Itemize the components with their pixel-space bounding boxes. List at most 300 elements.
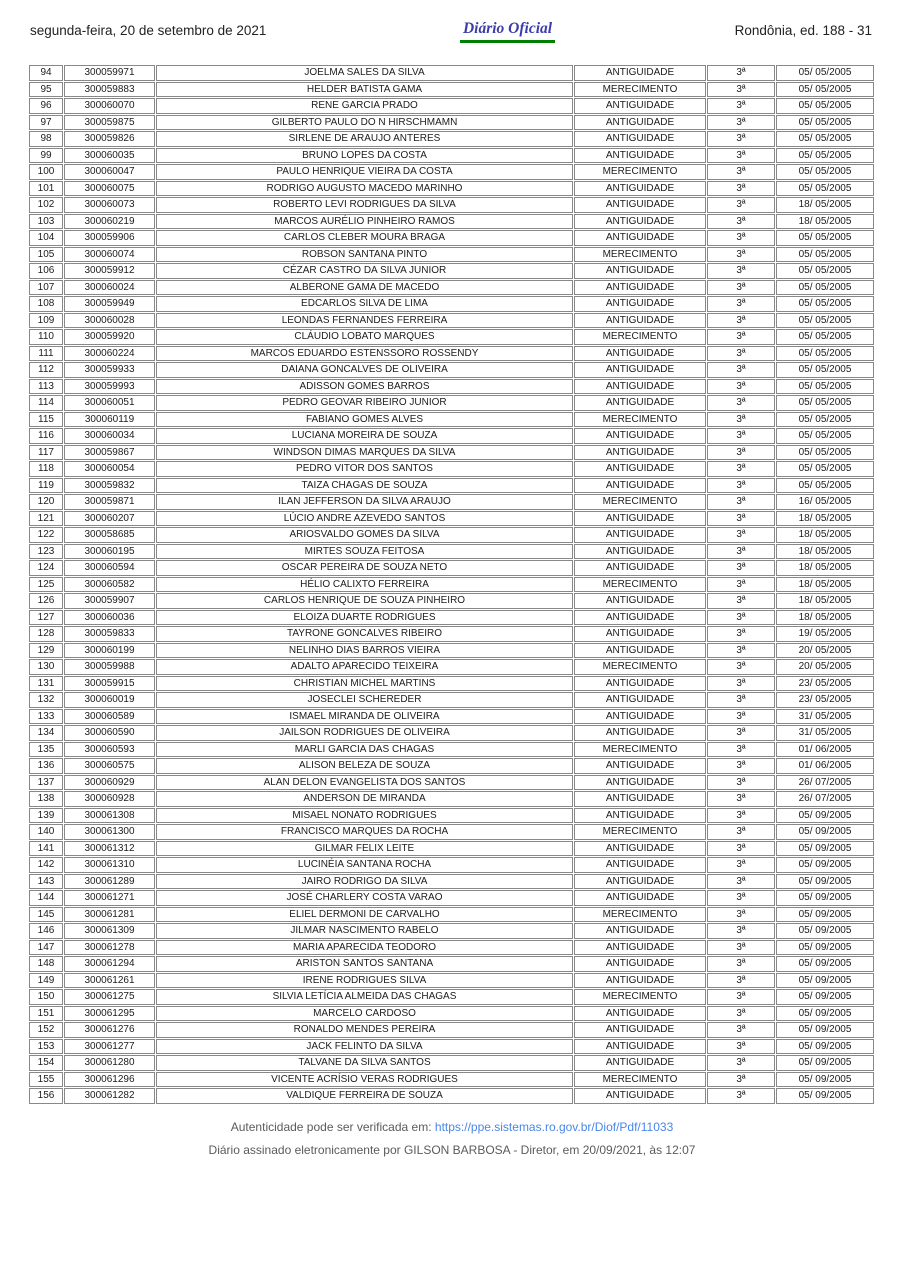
authenticity-line (0, 1120, 904, 1134)
position-cell: 111 (29, 346, 63, 362)
position-cell: 143 (29, 874, 63, 890)
matricula-cell: 300061310 (64, 857, 155, 873)
table-row (29, 907, 874, 923)
date-cell: 05/ 09/2005 (776, 1039, 874, 1055)
matricula-cell: 300059826 (64, 131, 155, 147)
matricula-cell: 300061308 (64, 808, 155, 824)
table-row (29, 758, 874, 774)
criterion-cell: MERECIMENTO (574, 329, 706, 345)
position-cell: 98 (29, 131, 63, 147)
date-cell: 05/ 05/2005 (776, 313, 874, 329)
position-cell: 133 (29, 709, 63, 725)
matricula-cell: 300060051 (64, 395, 155, 411)
name-cell: CARLOS CLEBER MOURA BRAGA (156, 230, 573, 246)
authenticity-link[interactable]: https://ppe.sistemas.ro.gov.br/Diof/Pdf/11033 (434, 1119, 674, 1134)
table-row (29, 65, 874, 81)
name-cell: LEONDAS FERNANDES FERREIRA (156, 313, 573, 329)
class-cell: 3ª (707, 907, 775, 923)
criterion-cell: ANTIGUIDADE (574, 131, 706, 147)
table-row (29, 511, 874, 527)
matricula-cell: 300060047 (64, 164, 155, 180)
class-cell: 3ª (707, 428, 775, 444)
table-row (29, 214, 874, 230)
date-cell: 01/ 06/2005 (776, 742, 874, 758)
name-cell: CÉZAR CASTRO DA SILVA JUNIOR (156, 263, 573, 279)
matricula-cell: 300059867 (64, 445, 155, 461)
table-row (29, 775, 874, 791)
class-cell: 3ª (707, 890, 775, 906)
position-cell: 107 (29, 280, 63, 296)
date-cell: 05/ 09/2005 (776, 907, 874, 923)
table-row (29, 940, 874, 956)
matricula-cell: 300059875 (64, 115, 155, 131)
class-cell: 3ª (707, 940, 775, 956)
matricula-cell: 300059915 (64, 676, 155, 692)
date-cell: 05/ 05/2005 (776, 247, 874, 263)
position-cell: 127 (29, 610, 63, 626)
matricula-cell: 300059833 (64, 626, 155, 642)
date-cell: 05/ 09/2005 (776, 923, 874, 939)
class-cell: 3ª (707, 742, 775, 758)
class-cell: 3ª (707, 164, 775, 180)
class-cell: 3ª (707, 263, 775, 279)
matricula-cell: 300061295 (64, 1006, 155, 1022)
class-cell: 3ª (707, 659, 775, 675)
matricula-cell: 300060590 (64, 725, 155, 741)
position-cell: 120 (29, 494, 63, 510)
criterion-cell: MERECIMENTO (574, 412, 706, 428)
name-cell: PEDRO VITOR DOS SANTOS (156, 461, 573, 477)
class-cell: 3ª (707, 461, 775, 477)
class-cell: 3ª (707, 511, 775, 527)
criterion-cell: ANTIGUIDADE (574, 280, 706, 296)
name-cell: MARCELO CARDOSO (156, 1006, 573, 1022)
position-cell: 134 (29, 725, 63, 741)
date-cell: 05/ 09/2005 (776, 890, 874, 906)
date-cell: 05/ 09/2005 (776, 874, 874, 890)
date-cell: 23/ 05/2005 (776, 692, 874, 708)
date-cell: 18/ 05/2005 (776, 610, 874, 626)
header-edition: Rondônia, ed. 188 - 31 (734, 23, 872, 38)
class-cell: 3ª (707, 148, 775, 164)
class-cell: 3ª (707, 214, 775, 230)
position-cell: 117 (29, 445, 63, 461)
date-cell: 05/ 05/2005 (776, 115, 874, 131)
date-cell: 05/ 09/2005 (776, 1055, 874, 1071)
position-cell: 139 (29, 808, 63, 824)
name-cell: ALISON BELEZA DE SOUZA (156, 758, 573, 774)
class-cell: 3ª (707, 1006, 775, 1022)
date-cell: 05/ 09/2005 (776, 841, 874, 857)
position-cell: 136 (29, 758, 63, 774)
name-cell: LÚCIO ANDRE AZEVEDO SANTOS (156, 511, 573, 527)
matricula-cell: 300059907 (64, 593, 155, 609)
criterion-cell: ANTIGUIDADE (574, 593, 706, 609)
class-cell: 3ª (707, 692, 775, 708)
date-cell: 05/ 05/2005 (776, 82, 874, 98)
matricula-cell: 300060929 (64, 775, 155, 791)
class-cell: 3ª (707, 593, 775, 609)
class-cell: 3ª (707, 115, 775, 131)
date-cell: 05/ 09/2005 (776, 989, 874, 1005)
table-row (29, 527, 874, 543)
name-cell: ROBERTO LEVI RODRIGUES DA SILVA (156, 197, 573, 213)
matricula-cell: 300059988 (64, 659, 155, 675)
matricula-cell: 300060928 (64, 791, 155, 807)
class-cell: 3ª (707, 676, 775, 692)
date-cell: 18/ 05/2005 (776, 593, 874, 609)
date-cell: 20/ 05/2005 (776, 659, 874, 675)
position-cell: 108 (29, 296, 63, 312)
position-cell: 96 (29, 98, 63, 114)
promotions-table (28, 64, 875, 1105)
position-cell: 149 (29, 973, 63, 989)
class-cell: 3ª (707, 577, 775, 593)
position-cell: 106 (29, 263, 63, 279)
table-row (29, 346, 874, 362)
criterion-cell: ANTIGUIDADE (574, 758, 706, 774)
class-cell: 3ª (707, 1088, 775, 1104)
position-cell: 101 (29, 181, 63, 197)
position-cell: 103 (29, 214, 63, 230)
name-cell: PEDRO GEOVAR RIBEIRO JUNIOR (156, 395, 573, 411)
position-cell: 115 (29, 412, 63, 428)
date-cell: 18/ 05/2005 (776, 560, 874, 576)
matricula-cell: 300060199 (64, 643, 155, 659)
date-cell: 05/ 05/2005 (776, 181, 874, 197)
class-cell: 3ª (707, 1022, 775, 1038)
table-row (29, 428, 874, 444)
matricula-cell: 300060075 (64, 181, 155, 197)
name-cell: JOSECLEI SCHEREDER (156, 692, 573, 708)
name-cell: ARIOSVALDO GOMES DA SILVA (156, 527, 573, 543)
position-cell: 102 (29, 197, 63, 213)
matricula-cell: 300061278 (64, 940, 155, 956)
criterion-cell: ANTIGUIDADE (574, 791, 706, 807)
table-row (29, 82, 874, 98)
matricula-cell: 300059832 (64, 478, 155, 494)
criterion-cell: ANTIGUIDADE (574, 428, 706, 444)
table-row (29, 1039, 874, 1055)
date-cell: 16/ 05/2005 (776, 494, 874, 510)
journal-title: Diário Oficial (460, 20, 555, 43)
date-cell: 05/ 05/2005 (776, 362, 874, 378)
date-cell: 05/ 05/2005 (776, 478, 874, 494)
criterion-cell: ANTIGUIDADE (574, 1039, 706, 1055)
table-row (29, 263, 874, 279)
table-wrap (0, 58, 904, 1105)
matricula-cell: 300060589 (64, 709, 155, 725)
date-cell: 26/ 07/2005 (776, 775, 874, 791)
date-cell: 05/ 05/2005 (776, 296, 874, 312)
position-cell: 145 (29, 907, 63, 923)
criterion-cell: ANTIGUIDADE (574, 395, 706, 411)
class-cell: 3ª (707, 841, 775, 857)
criterion-cell: MERECIMENTO (574, 164, 706, 180)
class-cell: 3ª (707, 610, 775, 626)
name-cell: MARCOS EDUARDO ESTENSSORO ROSSENDY (156, 346, 573, 362)
class-cell: 3ª (707, 346, 775, 362)
criterion-cell: ANTIGUIDADE (574, 610, 706, 626)
name-cell: CARLOS HENRIQUE DE SOUZA PINHEIRO (156, 593, 573, 609)
date-cell: 31/ 05/2005 (776, 709, 874, 725)
date-cell: 01/ 06/2005 (776, 758, 874, 774)
name-cell: OSCAR PEREIRA DE SOUZA NETO (156, 560, 573, 576)
matricula-cell: 300060070 (64, 98, 155, 114)
class-cell: 3ª (707, 1072, 775, 1088)
class-cell: 3ª (707, 643, 775, 659)
matricula-cell: 300061294 (64, 956, 155, 972)
class-cell: 3ª (707, 247, 775, 263)
table-row (29, 692, 874, 708)
table-row (29, 1022, 874, 1038)
date-cell: 05/ 09/2005 (776, 1022, 874, 1038)
class-cell: 3ª (707, 857, 775, 873)
matricula-cell: 300059949 (64, 296, 155, 312)
table-row (29, 379, 874, 395)
header-date: segunda-feira, 20 de setembro de 2021 (30, 23, 267, 38)
position-cell: 148 (29, 956, 63, 972)
name-cell: JILMAR NASCIMENTO RABELO (156, 923, 573, 939)
name-cell: CLÁUDIO LOBATO MARQUES (156, 329, 573, 345)
date-cell: 05/ 05/2005 (776, 379, 874, 395)
table-row (29, 1088, 874, 1104)
matricula-cell: 300060036 (64, 610, 155, 626)
name-cell: FABIANO GOMES ALVES (156, 412, 573, 428)
position-cell: 132 (29, 692, 63, 708)
date-cell: 05/ 05/2005 (776, 230, 874, 246)
date-cell: 23/ 05/2005 (776, 676, 874, 692)
name-cell: TAIZA CHAGAS DE SOUZA (156, 478, 573, 494)
date-cell: 05/ 05/2005 (776, 263, 874, 279)
position-cell: 151 (29, 1006, 63, 1022)
matricula-cell: 300060034 (64, 428, 155, 444)
position-cell: 118 (29, 461, 63, 477)
name-cell: BRUNO LOPES DA COSTA (156, 148, 573, 164)
name-cell: LUCINÉIA SANTANA ROCHA (156, 857, 573, 873)
date-cell: 05/ 05/2005 (776, 131, 874, 147)
name-cell: ELIEL DERMONI DE CARVALHO (156, 907, 573, 923)
criterion-cell: ANTIGUIDADE (574, 65, 706, 81)
criterion-cell: MERECIMENTO (574, 989, 706, 1005)
criterion-cell: ANTIGUIDADE (574, 181, 706, 197)
class-cell: 3ª (707, 65, 775, 81)
matricula-cell: 300060575 (64, 758, 155, 774)
class-cell: 3ª (707, 709, 775, 725)
criterion-cell: MERECIMENTO (574, 577, 706, 593)
promotions-table-body (29, 65, 874, 1104)
matricula-cell: 300060219 (64, 214, 155, 230)
position-cell: 114 (29, 395, 63, 411)
position-cell: 104 (29, 230, 63, 246)
position-cell: 135 (29, 742, 63, 758)
name-cell: RENE GARCIA PRADO (156, 98, 573, 114)
name-cell: GILMAR FELIX LEITE (156, 841, 573, 857)
table-row (29, 329, 874, 345)
position-cell: 147 (29, 940, 63, 956)
name-cell: SILVIA LETÍCIA ALMEIDA DAS CHAGAS (156, 989, 573, 1005)
criterion-cell: ANTIGUIDADE (574, 676, 706, 692)
table-row (29, 725, 874, 741)
date-cell: 05/ 05/2005 (776, 164, 874, 180)
criterion-cell: ANTIGUIDADE (574, 626, 706, 642)
criterion-cell: ANTIGUIDADE (574, 874, 706, 890)
table-row (29, 874, 874, 890)
name-cell: JOSÉ CHARLERY COSTA VARAO (156, 890, 573, 906)
criterion-cell: ANTIGUIDADE (574, 478, 706, 494)
signature-line: Diário assinado eletronicamente por GILSON BARBOSA - Diretor, em 20/09/2021, às 12:07 (208, 1142, 696, 1157)
criterion-cell: ANTIGUIDADE (574, 808, 706, 824)
date-cell: 18/ 05/2005 (776, 544, 874, 560)
table-row (29, 544, 874, 560)
matricula-cell: 300060024 (64, 280, 155, 296)
date-cell: 05/ 05/2005 (776, 329, 874, 345)
name-cell: ILAN JEFFERSON DA SILVA ARAUJO (156, 494, 573, 510)
class-cell: 3ª (707, 824, 775, 840)
position-cell: 150 (29, 989, 63, 1005)
position-cell: 116 (29, 428, 63, 444)
matricula-cell: 300061281 (64, 907, 155, 923)
name-cell: RODRIGO AUGUSTO MACEDO MARINHO (156, 181, 573, 197)
matricula-cell: 300060594 (64, 560, 155, 576)
position-cell: 146 (29, 923, 63, 939)
date-cell: 18/ 05/2005 (776, 527, 874, 543)
criterion-cell: ANTIGUIDADE (574, 841, 706, 857)
class-cell: 3ª (707, 329, 775, 345)
date-cell: 05/ 05/2005 (776, 412, 874, 428)
date-cell: 05/ 05/2005 (776, 98, 874, 114)
table-row (29, 857, 874, 873)
name-cell: MIRTES SOUZA FEITOSA (156, 544, 573, 560)
criterion-cell: ANTIGUIDADE (574, 461, 706, 477)
matricula-cell: 300060224 (64, 346, 155, 362)
criterion-cell: ANTIGUIDADE (574, 230, 706, 246)
matricula-cell: 300061309 (64, 923, 155, 939)
table-row (29, 824, 874, 840)
class-cell: 3ª (707, 725, 775, 741)
class-cell: 3ª (707, 527, 775, 543)
class-cell: 3ª (707, 626, 775, 642)
name-cell: TAYRONE GONCALVES RIBEIRO (156, 626, 573, 642)
date-cell: 05/ 09/2005 (776, 973, 874, 989)
name-cell: ADISSON GOMES BARROS (156, 379, 573, 395)
criterion-cell: MERECIMENTO (574, 824, 706, 840)
date-cell: 05/ 05/2005 (776, 461, 874, 477)
table-row (29, 181, 874, 197)
class-cell: 3ª (707, 131, 775, 147)
criterion-cell: ANTIGUIDADE (574, 643, 706, 659)
table-row (29, 247, 874, 263)
class-cell: 3ª (707, 544, 775, 560)
table-row (29, 626, 874, 642)
matricula-cell: 300060074 (64, 247, 155, 263)
table-row (29, 659, 874, 675)
class-cell: 3ª (707, 181, 775, 197)
date-cell: 05/ 05/2005 (776, 280, 874, 296)
criterion-cell: ANTIGUIDADE (574, 263, 706, 279)
table-row (29, 362, 874, 378)
table-row (29, 164, 874, 180)
class-cell: 3ª (707, 1039, 775, 1055)
criterion-cell: ANTIGUIDADE (574, 544, 706, 560)
position-cell: 99 (29, 148, 63, 164)
position-cell: 94 (29, 65, 63, 81)
class-cell: 3ª (707, 758, 775, 774)
table-row (29, 296, 874, 312)
table-row (29, 445, 874, 461)
position-cell: 130 (29, 659, 63, 675)
date-cell: 05/ 05/2005 (776, 148, 874, 164)
matricula-cell: 300059912 (64, 263, 155, 279)
position-cell: 152 (29, 1022, 63, 1038)
name-cell: RONALDO MENDES PEREIRA (156, 1022, 573, 1038)
position-cell: 128 (29, 626, 63, 642)
matricula-cell: 300059906 (64, 230, 155, 246)
matricula-cell: 300061296 (64, 1072, 155, 1088)
name-cell: MISAEL NONATO RODRIGUES (156, 808, 573, 824)
table-row (29, 115, 874, 131)
table-row (29, 676, 874, 692)
matricula-cell: 300061300 (64, 824, 155, 840)
criterion-cell: ANTIGUIDADE (574, 973, 706, 989)
date-cell: 19/ 05/2005 (776, 626, 874, 642)
matricula-cell: 300061276 (64, 1022, 155, 1038)
date-cell: 18/ 05/2005 (776, 214, 874, 230)
name-cell: JAIRO RODRIGO DA SILVA (156, 874, 573, 890)
date-cell: 05/ 09/2005 (776, 1006, 874, 1022)
date-cell: 18/ 05/2005 (776, 511, 874, 527)
class-cell: 3ª (707, 1055, 775, 1071)
matricula-cell: 300059971 (64, 65, 155, 81)
criterion-cell: ANTIGUIDADE (574, 775, 706, 791)
date-cell: 05/ 09/2005 (776, 857, 874, 873)
name-cell: ARISTON SANTOS SANTANA (156, 956, 573, 972)
class-cell: 3ª (707, 98, 775, 114)
position-cell: 110 (29, 329, 63, 345)
criterion-cell: ANTIGUIDADE (574, 362, 706, 378)
matricula-cell: 300060582 (64, 577, 155, 593)
criterion-cell: ANTIGUIDADE (574, 923, 706, 939)
table-row (29, 131, 874, 147)
class-cell: 3ª (707, 808, 775, 824)
table-row (29, 808, 874, 824)
date-cell: 05/ 05/2005 (776, 65, 874, 81)
criterion-cell: ANTIGUIDADE (574, 527, 706, 543)
matricula-cell: 300060035 (64, 148, 155, 164)
position-cell: 97 (29, 115, 63, 131)
name-cell: ALBERONE GAMA DE MACEDO (156, 280, 573, 296)
matricula-cell: 300061282 (64, 1088, 155, 1104)
position-cell: 124 (29, 560, 63, 576)
table-row (29, 593, 874, 609)
position-cell: 140 (29, 824, 63, 840)
criterion-cell: MERECIMENTO (574, 82, 706, 98)
table-row (29, 148, 874, 164)
matricula-cell: 300061275 (64, 989, 155, 1005)
criterion-cell: ANTIGUIDADE (574, 98, 706, 114)
criterion-cell: ANTIGUIDADE (574, 511, 706, 527)
position-cell: 155 (29, 1072, 63, 1088)
table-row (29, 791, 874, 807)
matricula-cell: 300061271 (64, 890, 155, 906)
criterion-cell: ANTIGUIDADE (574, 956, 706, 972)
matricula-cell: 300060028 (64, 313, 155, 329)
position-cell: 153 (29, 1039, 63, 1055)
criterion-cell: ANTIGUIDADE (574, 346, 706, 362)
criterion-cell: ANTIGUIDADE (574, 692, 706, 708)
table-row (29, 280, 874, 296)
class-cell: 3ª (707, 280, 775, 296)
